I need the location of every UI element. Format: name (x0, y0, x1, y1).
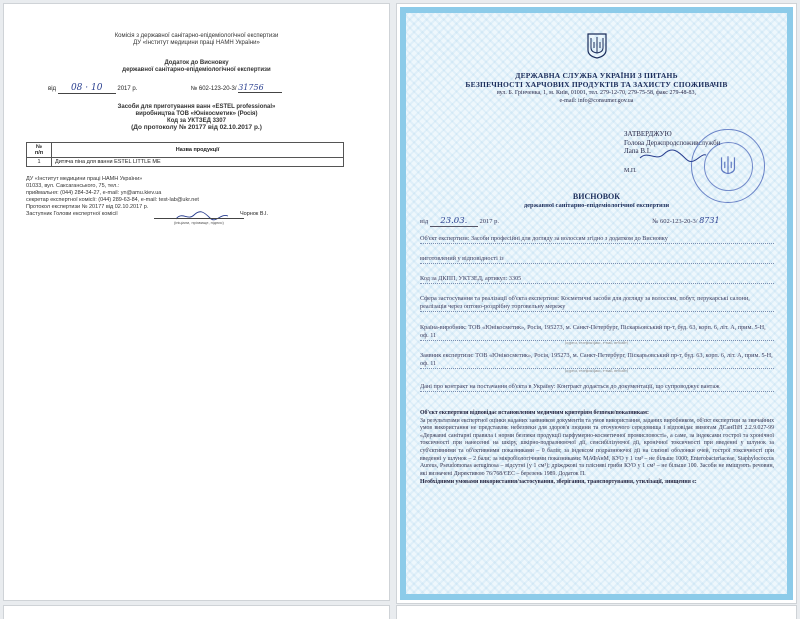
product-title: Засоби для приготування ванн «ESTEL professional» (117, 104, 276, 110)
row-product-name: Дитяча піна для ванни ESTEL LITTLE ME (52, 158, 344, 167)
date-prefix: від (48, 86, 57, 92)
handwritten-number: 31756 (238, 83, 282, 93)
commission-line: Комісія з державної санітарно-епідеміологічної експертизи (114, 33, 279, 39)
handwritten-number: 8731 (699, 216, 720, 225)
seal-place-label: М.П. (624, 168, 637, 174)
contact-line: приймальня: (044) 284-34-27, e-mail: yn@amu.kiev.ua (26, 190, 162, 196)
made-field: виготовлений у відповідності із (420, 255, 774, 264)
next-page-edge (397, 606, 796, 619)
applicant-field: Заявник експертизи: ТОВ «Юнікосметик», Росія, 195273, м. Санкт-Петербург, Піскарьовський пр-т, буд. 63, корп. 6, літ. А, прим. 5-Н, оф. 11 (420, 352, 773, 367)
institute-line: ДУ «Інститут медицини праці НАМН України» (133, 40, 260, 46)
agency-email: e-mail: info@consumer.gov.ua (559, 98, 634, 104)
trident-emblem-icon (587, 33, 607, 64)
date-year: 2017 р. (117, 86, 138, 92)
approve-role: Голова Держпродспоживслужби (624, 138, 721, 147)
applicant-caption: (адреса, телефон/факс, e-mail, вебсайт) (564, 369, 629, 373)
contact-line: Заступник Голови експертної комісії (26, 211, 118, 217)
contact-line: Протокол експертизи № 20177 від 02.10.2017 р. (26, 204, 149, 210)
contact-line: 01033, вул. Саксаганського, 75, тел.: (26, 183, 120, 189)
conditions-heading: Необхідними умовами використання/застосування, зберігання, транспортування, утилізації, знищення є: (420, 479, 697, 486)
protocol-line: (До протоколу № 20177 від 02.10.2017 р.) (131, 124, 262, 131)
col-number-header: № п/п (27, 143, 52, 158)
approve-name: Лапа В.І. (624, 147, 651, 155)
row-number: 1 (27, 158, 52, 167)
contract-field: Дані про контракт на постачання об'єкта в Україну: Контракт додається до документації, що супроводжує вантаж (420, 383, 774, 392)
conclusion-subtitle: державної санітарно-епідеміологічної експертизи (523, 202, 670, 209)
appendix-subtitle: державної санітарно-епідеміологічної експертизи (122, 67, 271, 73)
conclusion-title: ВИСНОВОК (572, 192, 621, 201)
appendix-page (4, 4, 389, 600)
object-field: Об'єкт експертизи: Засоби професійні для догляду за волоссям згідно з додатком до Висновку (420, 235, 774, 244)
certificate-frame (406, 13, 787, 594)
criteria-heading: Об'єкт експертизи відповідає встановленим медичним критеріям безпеки/показникам: (420, 410, 649, 416)
certificate-page (397, 4, 796, 603)
signature-caption: (ініціали, прізвище, підпис) (174, 220, 224, 225)
products-table (26, 142, 344, 167)
criteria-section (420, 410, 774, 487)
date-year: 2017 р. (479, 218, 499, 225)
col-name-header: Назва продукції (52, 143, 344, 158)
contact-block (26, 176, 276, 218)
number-prefix: № 602-123-20-3/ (190, 86, 237, 92)
number-prefix: № 602-123-20-3/ (652, 218, 698, 225)
appendix-date-number-row (48, 83, 358, 95)
handwritten-date: 23.03. (430, 216, 478, 227)
sphere-field: Сфера застосування та реалізації об'єкта експертизи: Косметичні засоби для догляду за волоссям, побут, перукарські салони, реалізація через оптово-роздрібну торговельну мережу (420, 295, 774, 312)
contact-line: ДУ «Інститут медицини праці НАМН України» (26, 176, 143, 182)
approve-word: ЗАТВЕРДЖУЮ (624, 130, 672, 138)
handwritten-date: 08 · 10 (58, 83, 116, 94)
criteria-text: За результатами експертної оцінки наданих заявником документів та умов використання, заданих виробником, об'єкт експертизи за звичайних умов використання не представляє небезпеки для здоров'я людини та оточуючого середовища і відповідає вимогам ДСанПіН 2.2.9.027-99 «Державні санітарні правила і норми безпеки продукції парфумерно-косметичної промисловості», а саме, за індексами гострої та хронічної токсичності при нанесенні на шкіру, шкірно-подразнюючої дії, сенсибілізуючої дії, кронічної токсичності при введенні у шлунок за суб'єктивними та об'єктивними показниками – 0 балів; за індексом подразнюючої дії на слизові оболонки очей, гострої токсичності при введенні у шлунок – 2 бали; за мікробіологічними показниками: МАФАнМ, КУО у 1 см³ – не більше 1000; Enterobacteriaceae, Staphylococcus Aureus, Pseudomonas aeruginosa – відсутні (у 1 см³); дріжджові та пліснявi гриби КУО у 1 см³ – не більше 100. Засоби не вміщують речовин, які визначені Директивою 76/768/ЄЕС – березень 1989. Додаток П. (420, 417, 774, 477)
contact-line: секретар експертної комісії: (044) 289-63-84, e-mail: test-lab@ukr.net (26, 197, 199, 203)
agency-name-line2: БЕЗПЕЧНОСТІ ХАРЧОВИХ ПРОДУКТІВ ТА ЗАХИСТУ СПОЖИВАЧІВ (465, 80, 728, 89)
next-page-edge (4, 606, 389, 619)
code-field: Код за ДКПП, УКТЗЕД, артикул: 3305 (420, 275, 774, 284)
date-prefix: від (420, 218, 429, 225)
appendix-title: Додаток до Висновку (164, 60, 229, 66)
agency-name-line1: ДЕРЖАВНА СЛУЖБА УКРАЇНИ З ПИТАНЬ (515, 71, 678, 80)
code-line: Код за УКТЗЕД 3307 (167, 118, 226, 124)
signature-name: Чорнок В.І. (240, 211, 269, 217)
table-row (27, 158, 344, 167)
manufacturer-caption: (адреса, телефон/факс, e-mail, вебсайт) (564, 341, 629, 345)
manufacturer-field: Країна-виробник: ТОВ «Юнікосметик», Росія, 195273, м. Санкт-Петербург, Піскарьовський пр-т, буд. 63, корп. 6, літ. А, прим. 5-Н, оф. 11 (420, 324, 774, 341)
conclusion-date-number-row (420, 216, 774, 227)
seal-trident-icon (716, 152, 740, 180)
manufacturer-line: виробництва ТОВ «Юнікосметик» (Росія) (135, 111, 258, 117)
agency-address: вул. Б. Грінченка, 1, м. Київ, 01001, тел. 279-12-70, 279-75-58, факс 279-48-83, (497, 90, 696, 96)
